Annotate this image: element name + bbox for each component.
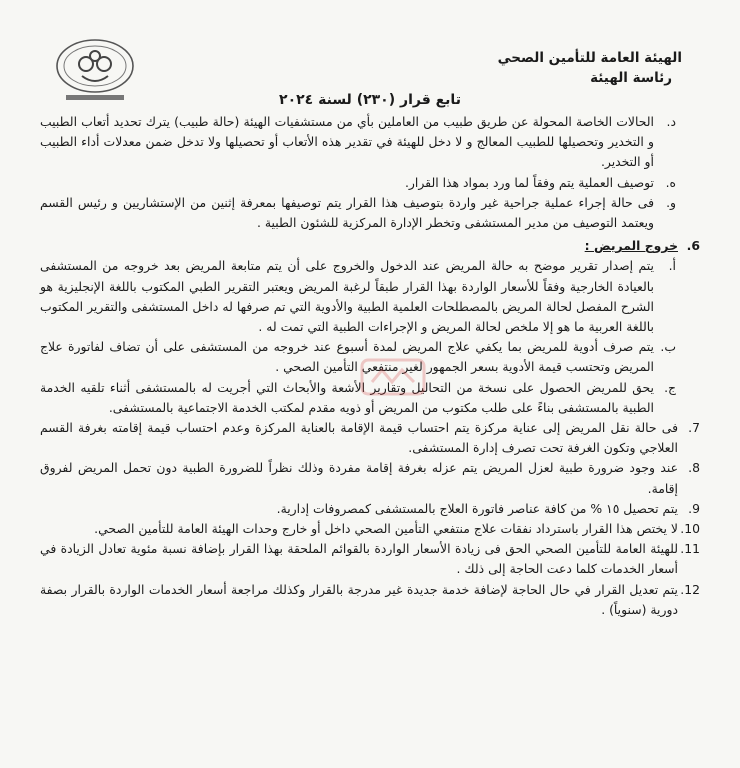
item-number: 11. [680, 541, 700, 557]
item-text: يتم إصدار تقرير موضح به حالة المريض عند الدخول والخروج على أن يتم متابعة المريض بعد خروجه من المستشفى بالعيادة الخارجية وفقاً للأسعار الواردة بهذا القرار طبقاً لرغبة المريض ويعتبر التقرير الطبي المكتوب باللغة الإنجليزية هو الشرح المفصل لحالة المريض بالمصطلحات العلمية الطبية والأدوية التي تم صرفها له داخل المستشفى والتقرير المكتوب باللغة العربية ما هو إلا ملخص لحالة المريض و الإجراءات الطبية التي تمت له . [40, 258, 654, 335]
numbered-item [40, 519, 700, 539]
item-number: 8. [688, 460, 700, 476]
item-text: توصيف العملية يتم وفقاً لما ورد بمواد هذا القرار. [404, 174, 654, 190]
item-number: 7. [688, 420, 700, 436]
item-marker: أ. [668, 258, 676, 274]
list-item [40, 193, 700, 233]
organization-subtitle: رئاسة الهيئة [590, 70, 672, 86]
numbered-item [40, 458, 700, 498]
item-number: 12. [680, 581, 700, 597]
item-marker: و. [666, 194, 676, 210]
item-text: يتم تحصيل ١٥ % من كافة عناصر فاتورة العلاج بالمستشفى كمصروفات إدارية. [276, 500, 678, 516]
item-text: للهيئة العامة للتأمين الصحي الحق فى زيادة الأسعار الواردة بالقوائم الملحقة بهذا القرار بإضافة نسبة مئوية تعادل الزيادة في أسعار الخدمات كلما دعت الحاجة إلى ذلك . [40, 541, 678, 577]
section-heading [40, 236, 700, 256]
item-text: الحالات الخاصة المحولة عن طريق طبيب من العاملين بأي من مستشفيات الهيئة (حالة طبيب) يترك تحديد أتعاب الطبيب و التخدير وتحصيلها للطبيب المعالج و لا دخل للهيئة في تقدير هذه الأتعاب أو تحصيلها ولا تدخل ضمن معدلات أداء الطبيب أو التخدير. [40, 114, 654, 170]
item-marker: ب. [660, 339, 676, 355]
item-marker: د. [666, 114, 676, 129]
item-marker: ه. [665, 174, 676, 190]
numbered-item [40, 499, 700, 519]
item-text: فى حالة إجراء عملية جراحية غير واردة بتوصيف هذا القرار يتم توصيفها بمعرفة إثنين من الإستشاريين و رئيس القسم ويعتمد التوصيف من مدير المستشفى وتخطر الإدارة المركزية للشئون الطبية . [40, 194, 654, 231]
item-number: 9. [688, 500, 700, 516]
numbered-item [40, 418, 700, 458]
document-title: تابع قرار (٢٣٠) لسنة ٢٠٢٤ [279, 92, 461, 108]
numbered-item [40, 580, 700, 620]
item-number: 10. [680, 521, 700, 537]
item-text: فى حالة نقل المريض إلى عناية مركزة يتم احتساب قيمة الإقامة بالعناية المركزة وعدم احتساب قيمة إقامته بغرفة القسم العلاجي وتكون الغرفة تحت تصرف إدارة المستشفى. [40, 420, 678, 456]
list-item [40, 173, 700, 193]
item-text: لا يختص هذا القرار باسترداد نفقات علاج منتفعي التأمين الصحي داخل أو خارج وحدات الهيئة العامة للتأمين الصحي. [94, 521, 678, 537]
list-item [40, 256, 700, 337]
item-text: يتم تعديل القرار في حال الحاجة لإضافة خدمة جديدة غير مدرجة بالقرار وكذلك مراجعة أسعار الخدمات الواردة بالقرار بصفة دورية (سنوياً) . [40, 581, 678, 617]
section-title: خروج المريض : [584, 238, 678, 254]
item-text: عند وجود ضرورة طبية لعزل المريض يتم عزله بغرفة إقامة مفردة وذلك نظراً للضرورة الطبية دون تحمل المريض لفروق إقامة. [40, 460, 678, 496]
item-text: يحق للمريض الحصول على نسخة من التحاليل وتقارير الأشعة والأبحاث التي أجريت له بالمستشفى أثناء تلقيه الخدمة الطبية بالمستشفى بناءً على طلب مكتوب من المريض أو ذويه مقدم لمكتب الخدمة الاجتماعية بالمستشفى. [40, 379, 654, 415]
item-marker: ج. [664, 379, 676, 395]
numbered-item [40, 539, 700, 579]
organization-name: الهيئة العامة للتأمين الصحي [497, 50, 682, 66]
list-item [40, 112, 700, 173]
section-number: 6. [686, 238, 700, 254]
watermark-icon [358, 352, 428, 402]
item-text: يتم صرف أدوية للمريض بما يكفي علاج المريض لمدة أسبوع عند خروجه من المستشفى على أن تضاف لفاتورة علاج المريض وتحتسب قيمة الأدوية بسعر الجمهور لغير منتفعي التأمين الصحي . [40, 339, 654, 375]
